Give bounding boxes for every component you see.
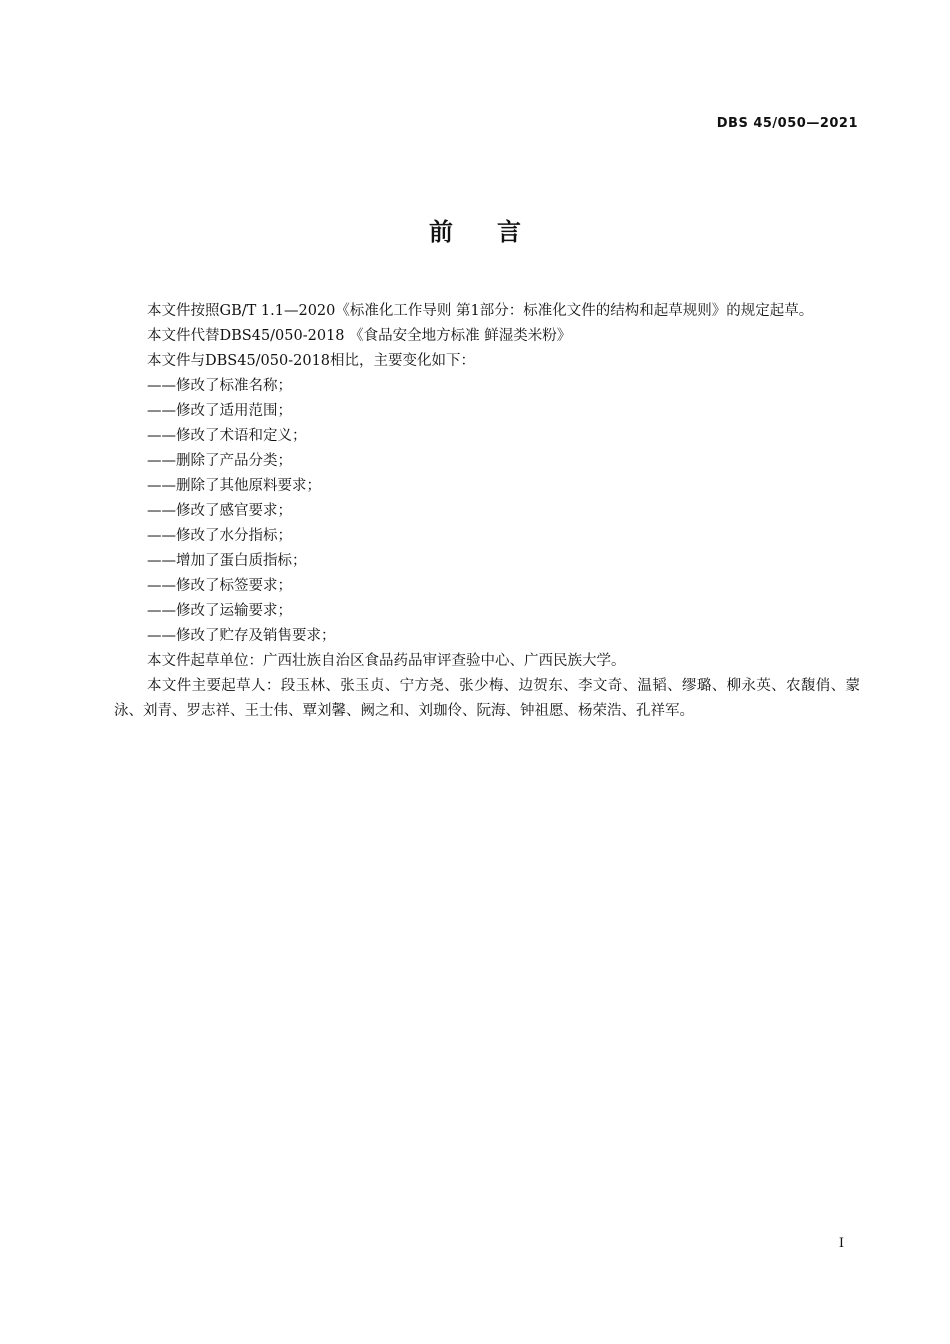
paragraph-drafters: 本文件主要起草人：段玉林、张玉贞、宁方尧、张少梅、边贺东、李文奇、温韬、缪璐、柳永英、农馥俏、蒙泳、刘青、罗志祥、王士伟、覃刘馨、阙之和、刘珈伶、阮海、钟祖愿、杨荣浩、孔祥军。 xyxy=(114,678,860,719)
change-item: ——修改了适用范围； xyxy=(147,403,292,419)
change-item: ——修改了贮存及销售要求； xyxy=(147,628,336,644)
change-item: ——删除了其他原料要求； xyxy=(147,478,321,494)
change-item: ——修改了感官要求； xyxy=(147,503,292,519)
paragraph-drafting-units: 本文件起草单位：广西壮族自治区食品药品审评查验中心、广西民族大学。 xyxy=(147,653,626,669)
change-item: ——删除了产品分类； xyxy=(147,453,292,469)
page-title: 前言 xyxy=(429,218,565,246)
change-item: ——修改了标准名称； xyxy=(147,378,292,394)
foreword-body xyxy=(114,299,860,724)
document-code: DBS 45/050—2021 xyxy=(716,116,858,131)
change-item: ——增加了蛋白质指标； xyxy=(147,553,307,569)
paragraph-changes-intro: 本文件与DBS45/050-2018相比，主要变化如下： xyxy=(147,353,476,369)
change-item: ——修改了标签要求； xyxy=(147,578,292,594)
change-item: ——修改了运输要求； xyxy=(147,603,292,619)
change-item: ——修改了水分指标； xyxy=(147,528,292,544)
paragraph-replaces: 本文件代替DBS45/050-2018 《食品安全地方标准 鲜湿类米粉》 xyxy=(147,328,572,344)
page-number: I xyxy=(838,1236,844,1251)
change-item: ——修改了术语和定义； xyxy=(147,428,307,444)
paragraph-basis: 本文件按照GB/T 1.1—2020《标准化工作导则 第1部分：标准化文件的结构和起草规则》的规定起草。 xyxy=(147,303,814,319)
